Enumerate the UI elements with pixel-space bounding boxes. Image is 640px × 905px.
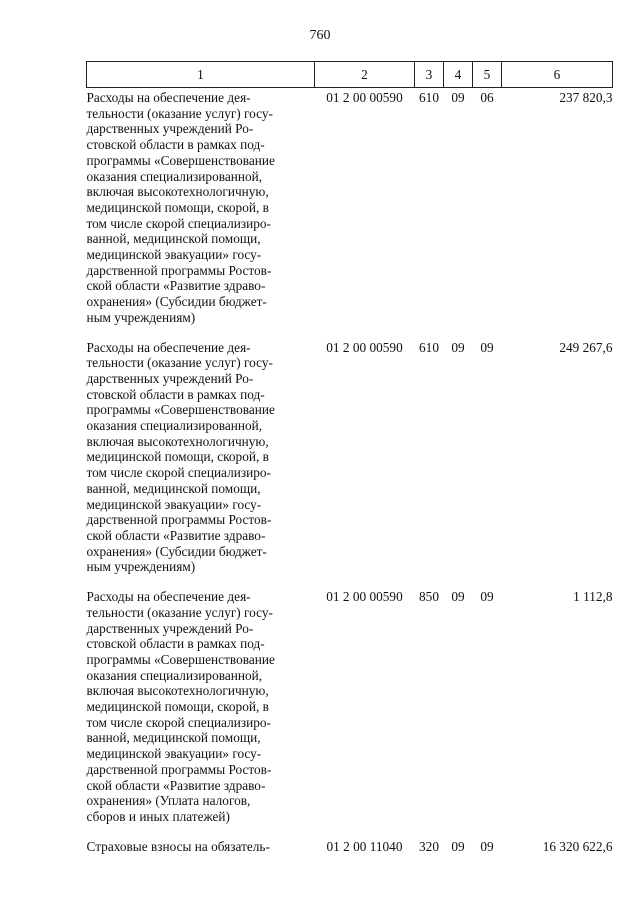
table-row <box>87 587 613 837</box>
table-row <box>87 338 613 588</box>
page-number: 760 <box>309 28 331 43</box>
budget-table <box>86 61 613 866</box>
expense-type-code: 610 <box>419 90 439 105</box>
column-header-2: 2 <box>315 62 415 88</box>
amount: 1 112,8 <box>573 589 613 605</box>
target-article-code: 01 2 00 00590 <box>326 589 403 605</box>
section-code: 09 <box>451 589 465 605</box>
expense-type-code: 610 <box>419 339 439 355</box>
column-header-5: 5 <box>473 62 502 88</box>
subsection-code: 09 <box>480 339 494 355</box>
table-row <box>87 88 613 338</box>
section-code: 09 <box>451 838 465 854</box>
column-header-1: 1 <box>87 62 315 88</box>
table-row <box>87 837 613 867</box>
subsection-code: 06 <box>480 90 494 105</box>
column-header-3: 3 <box>415 62 444 88</box>
expense-description: Расходы на обеспечение дея- тельности (оказание услуг) госу- дарственных учреждений Ро- стовской области в рамках под- программы «Совершенствование оказания специализированной, включая высокотехнологичную, медицинской помощи, скорой, в том числе скорой специализиро- ванной, медицинской помощи, медицинской эвакуации» госу- дарственной программы Ростов- ской области «Развитие здраво- охранения» (Субсидии бюджет- ным учреждениям) <box>86 339 275 575</box>
expense-type-code: 850 <box>419 589 439 605</box>
section-code: 09 <box>451 339 465 355</box>
expense-type-code: 320 <box>419 838 439 854</box>
amount: 237 820,3 <box>559 90 613 105</box>
subsection-code: 09 <box>480 589 494 605</box>
subsection-code: 09 <box>480 838 494 854</box>
expense-description: Расходы на обеспечение дея- тельности (оказание услуг) госу- дарственных учреждений Ро- стовской области в рамках под- программы «Совершенствование оказания специализированной, включая высокотехнологичную, медицинской помощи, скорой, в том числе скорой специализиро- ванной, медицинской помощи, медицинской эвакуации» госу- дарственной программы Ростов- ской области «Развитие здраво- охранения» (Субсидии бюджет- ным учреждениям) <box>86 90 275 325</box>
amount: 249 267,6 <box>559 339 613 355</box>
table-header-row <box>87 62 613 88</box>
column-header-6: 6 <box>502 62 613 88</box>
amount: 16 320 622,6 <box>542 838 613 854</box>
expense-description: Расходы на обеспечение дея- тельности (оказание услуг) госу- дарственных учреждений Ро- стовской области в рамках под- программы «Совершенствование оказания специализированной, включая высокотехнологичную, медицинской помощи, скорой, в том числе скорой специализиро- ванной, медицинской помощи, медицинской эвакуации» госу- дарственной программы Ростов- ской области «Развитие здраво- охранения» (Уплата налогов, сборов и иных платежей) <box>86 589 275 824</box>
target-article-code: 01 2 00 00590 <box>326 339 403 355</box>
section-code: 09 <box>451 90 465 105</box>
column-header-4: 4 <box>444 62 473 88</box>
target-article-code: 01 2 00 00590 <box>326 90 403 105</box>
target-article-code: 01 2 00 11040 <box>326 838 403 854</box>
expense-description: Страховые взносы на обязатель- <box>86 838 270 854</box>
